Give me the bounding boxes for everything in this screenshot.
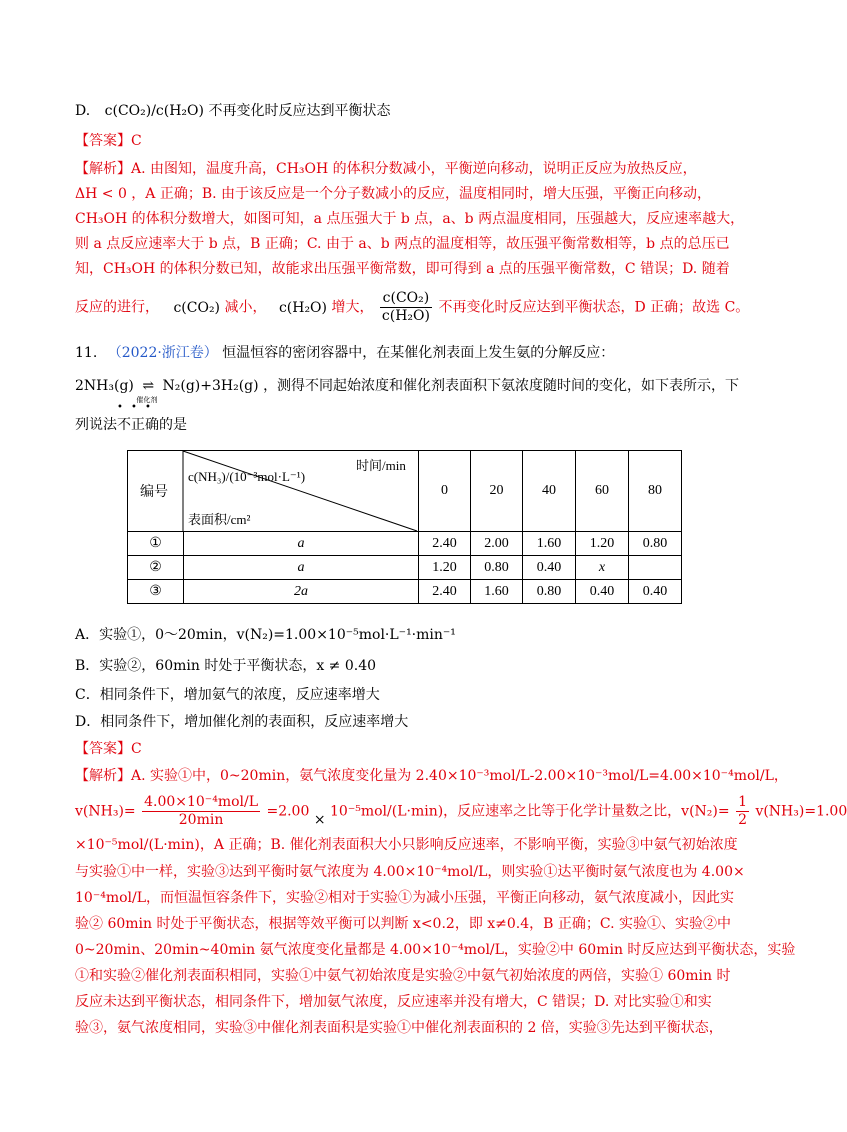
analysis-line-3: ×10⁻⁵mol/(L·min)，A 正确；B. 催化剂表面积大小只影响反应速率，不影响平衡，实验③中氨气初始浓度 [75,837,738,853]
row-value: 1.60 [523,532,576,556]
prev-option-d: D. c(CO₂)/c(H₂O) 不再变化时反应达到平衡状态 [75,103,391,119]
row-id: ① [128,532,184,556]
row-value: 0.40 [629,580,682,604]
analysis-line-8: ①和实验②催化剂表面积相同，实验①中氨气初始浓度是实验②中氨气初始浓度的两倍，实验① 60min 时 [75,968,731,984]
prev-analysis-line-1: 【解析】A. 由图知，温度升高，CH₃OH 的体积分数减小，平衡逆向移动，说明正反应为放热反应， [75,161,697,177]
row-value: 1.20 [419,556,471,580]
prev-analysis-line-5: 知，CH₃OH 的体积分数已知，故能求出压强平衡常数，即可得到 a 点的压强平衡常数，C 错误；D. 随着 [75,261,730,277]
emphasis-dot: • [131,402,137,413]
emphasis-dot: • [145,402,151,413]
row-value: 0.80 [523,580,576,604]
option-a: A．实验①，0～20min，v(N₂)=1.00×10⁻⁵mol·L⁻¹·min⁻¹ [75,627,456,643]
row-area: 2a [184,580,419,604]
analysis-line-5: 10⁻⁴mol/L，而恒温恒容条件下，实验②相对于实验①为减小压强，平衡正向移动，氨气浓度减小，因此实 [75,890,735,906]
analysis-line-2: v(NH₃)= $\frac{\text{4.00×10⁻⁴mol/L}}{20\min}$ =2.00 × 10⁻⁵mol/(L·min)，反应速率之比等于化学计量数之比，v(N₂)= $\frac{1}{2}$ v(NH₃)=1.00 [75,794,847,828]
analysis-line-6: 验② 60min 时处于平衡状态，根据等效平衡可以判断 x<0.2，即 x≠0.4，B 正确；C. 实验①、实验②中 [75,916,732,932]
row-value: x [576,556,629,580]
table-row [128,580,682,604]
prev-analysis-line-6: 反应的进行， c(CO₂) 减小， c(H₂O) 增大， $\frac{\text{c(CO₂)}}{\text{c(H₂O)}}$ 不再变化时反应达到平衡状态，D 正确；故选 C。 [75,290,750,324]
half-fraction: $\frac{1}{2}$ [738,794,747,828]
row-area: a [184,556,419,580]
row-value [629,556,682,580]
emphasis-dot: • [117,402,123,413]
ratio-fraction: $\frac{\text{c(CO₂)}}{\text{c(H₂O)}}$ [381,290,430,324]
analysis-line-7: 0~20min、20min~40min 氨气浓度变化量都是 4.00×10⁻⁴mol/L，实验②中 60min 时反应达到平衡状态，实验 [75,942,796,958]
table-corner-header [128,451,419,532]
row-value: 1.60 [471,580,523,604]
option-d: D．相同条件下，增加催化剂的表面积，反应速率增大 [75,714,409,730]
answer: 【答案】C [75,741,142,757]
question-header: 11. （2022·浙江卷） 恒温恒容的密闭容器中，在某催化剂表面上发生氨的分解反应： [75,345,615,361]
option-c: C．相同条件下，增加氨气的浓度，反应速率增大 [75,687,380,703]
header-concentration-label: c(NH₃)/(10⁻³mol·L⁻¹) [188,469,306,484]
analysis-line-9: 反应未达到平衡状态，相同条件下，增加氨气浓度，反应速率并没有增大，C 错误；D. 对比实验①和实 [75,994,712,1010]
time-header: 20 [471,451,523,532]
header-number-label: 编号 [140,485,168,500]
header-time-label: 时间/min [356,458,406,473]
analysis-line-1: 【解析】A. 实验①中，0~20min，氨气浓度变化量为 2.40×10⁻³mol/L-2.00×10⁻³mol/L=4.00×10⁻⁴mol/L， [75,768,788,784]
prev-analysis-line-2: ΔH < 0 ，A 正确；B. 由于该反应是一个分子数减小的反应，温度相同时，增大压强，平衡正向移动， [75,186,712,202]
time-header: 80 [629,451,682,532]
prev-analysis-line-3: CH₃OH 的体积分数增大，如图可知，a 点压强大于 b 点，a、b 两点温度相同，压强越大，反应速率越大， [75,211,745,227]
row-value: 2.40 [419,580,471,604]
question-stem-end: 列说法不正确的是 [75,417,187,433]
reaction-equation: 2NH₃(g) ⇌ 催化剂 N₂(g)+3H₂(g) ，测得不同起始浓度和催化剂表面积下氨浓度随时间的变化，如下表所示，下 [75,378,740,404]
analysis-line-4: 与实验①中一样，实验③达到平衡时氨气浓度为 4.00×10⁻⁴mol/L，则实验①达平衡时氨气浓度也为 4.00× [75,864,745,880]
rate-fraction: $\frac{\text{4.00×10⁻⁴mol/L}}{20\min}$ [144,794,259,828]
concentration-table [127,450,682,604]
prev-analysis-line-4: 则 a 点反应速率大于 b 点，B 正确；C. 由于 a、b 两点的温度相等，故压强平衡常数相等，b 点的总压已 [75,236,730,252]
table-row [128,556,682,580]
row-value: 0.40 [523,556,576,580]
row-area: a [184,532,419,556]
time-header: 60 [576,451,629,532]
row-value: 0.80 [629,532,682,556]
option-b: B．实验②，60min 时处于平衡状态，x ≠ 0.40 [75,658,377,674]
time-header: 40 [523,451,576,532]
row-id: ② [128,556,184,580]
header-area-label: 表面积/cm² [188,512,251,527]
question-source: （2022·浙江卷） [107,345,218,361]
row-value: 2.40 [419,532,471,556]
table-header-row [128,451,682,532]
row-value: 0.80 [471,556,523,580]
row-id: ③ [128,580,184,604]
table-row [128,532,682,556]
row-value: 0.40 [576,580,629,604]
prev-answer: 【答案】C [75,133,142,149]
row-value: 2.00 [471,532,523,556]
equilibrium-arrow: ⇌ 催化剂 [136,378,158,404]
analysis-line-10: 验③，氨气浓度相同，实验③中催化剂表面积是实验①中催化剂表面积的 2 倍，实验③先达到平衡状态， [75,1020,723,1036]
row-value: 1.20 [576,532,629,556]
time-header: 0 [419,451,471,532]
